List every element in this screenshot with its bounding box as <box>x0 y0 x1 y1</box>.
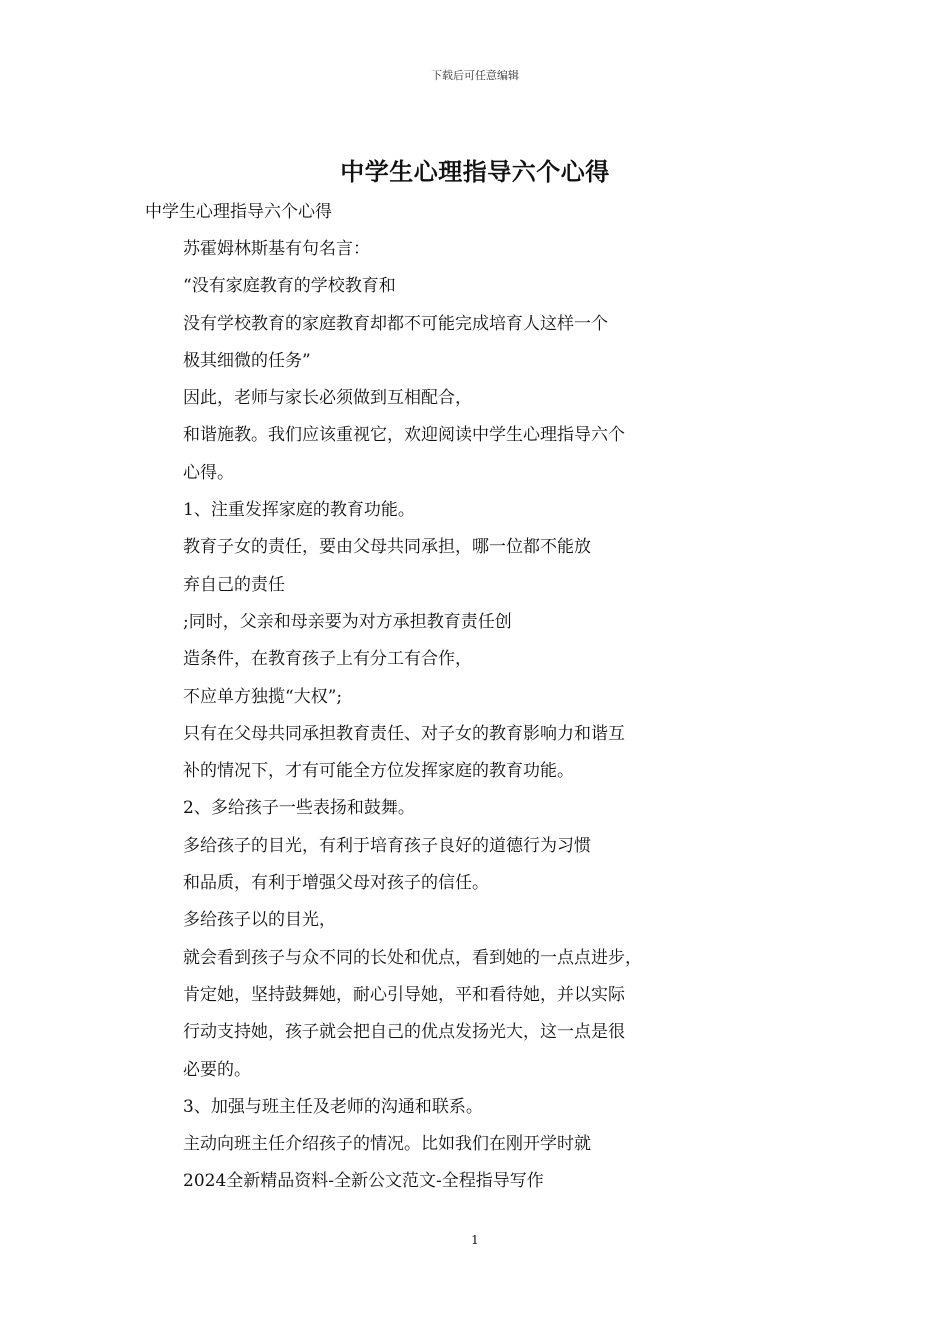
text-line: 因此，老师与家长必须做到互相配合， <box>183 388 472 409</box>
text-line: 肯定她，坚持鼓舞她，耐心引导她，平和看待她，并以实际 <box>183 984 625 1005</box>
body-text <box>183 237 743 1207</box>
text-line: 行动支持她，孩子就会把自己的优点发扬光大，这一点是很 <box>183 1022 625 1043</box>
text-line: 苏霍姆林斯基有句名言： <box>183 239 370 259</box>
text-line: 补的情况下，才有可能全方位发挥家庭的教育功能。 <box>183 761 574 782</box>
text-line: 不应单方独揽“大权”; <box>183 686 343 707</box>
section-heading-1: 1、注重发挥家庭的教育功能。 <box>183 500 415 521</box>
section-heading-2: 2、多给孩子一些表扬和鼓舞。 <box>183 798 415 819</box>
text-line: 心得。 <box>183 462 234 483</box>
document-title: 中学生心理指导六个心得 <box>340 157 610 186</box>
section-heading-3: 3、加强与班主任及老师的沟通和联系。 <box>183 1096 483 1117</box>
text-line: 极其细微的任务” <box>183 350 311 371</box>
text-line: ;同时，父亲和母亲要为对方承担教育责任创 <box>183 611 512 632</box>
text-line: 教育子女的责任，要由父母共同承担，哪一位都不能放 <box>183 537 591 558</box>
text-line: 多给孩子以的目光， <box>183 910 336 931</box>
text-line: 主动向班主任介绍孩子的情况。比如我们在刚开学时就 <box>183 1134 591 1155</box>
text-line: 就会看到孩子与众不同的长处和优点，看到她的一点点进步， <box>183 947 642 968</box>
document-subtitle: 中学生心理指导六个心得 <box>145 202 332 222</box>
text-line: 弃自己的责任 <box>183 574 285 595</box>
text-line: 和谐施教。我们应该重视它，欢迎阅读中学生心理指导六个 <box>183 425 625 446</box>
text-line: 必要的。 <box>183 1059 251 1080</box>
page-number: 1 <box>471 1233 479 1247</box>
text-line: “没有家庭教育的学校教育和 <box>183 276 396 297</box>
text-line: 多给孩子的目光，有利于培育孩子良好的道德行为习惯 <box>183 835 591 856</box>
text-line: 只有在父母共同承担教育责任、对子女的教育影响力和谐互 <box>183 723 625 744</box>
header-note: 下载后可任意编辑 <box>431 69 519 82</box>
footer-promo-line: 2024全新精品资料-全新公文范文-全程指导写作 <box>183 1171 544 1192</box>
text-line: 没有学校教育的家庭教育却都不可能完成培育人这样一个 <box>183 313 608 334</box>
text-line: 和品质，有利于增强父母对孩子的信任。 <box>183 873 489 894</box>
text-line: 造条件，在教育孩子上有分工有合作， <box>183 649 472 670</box>
